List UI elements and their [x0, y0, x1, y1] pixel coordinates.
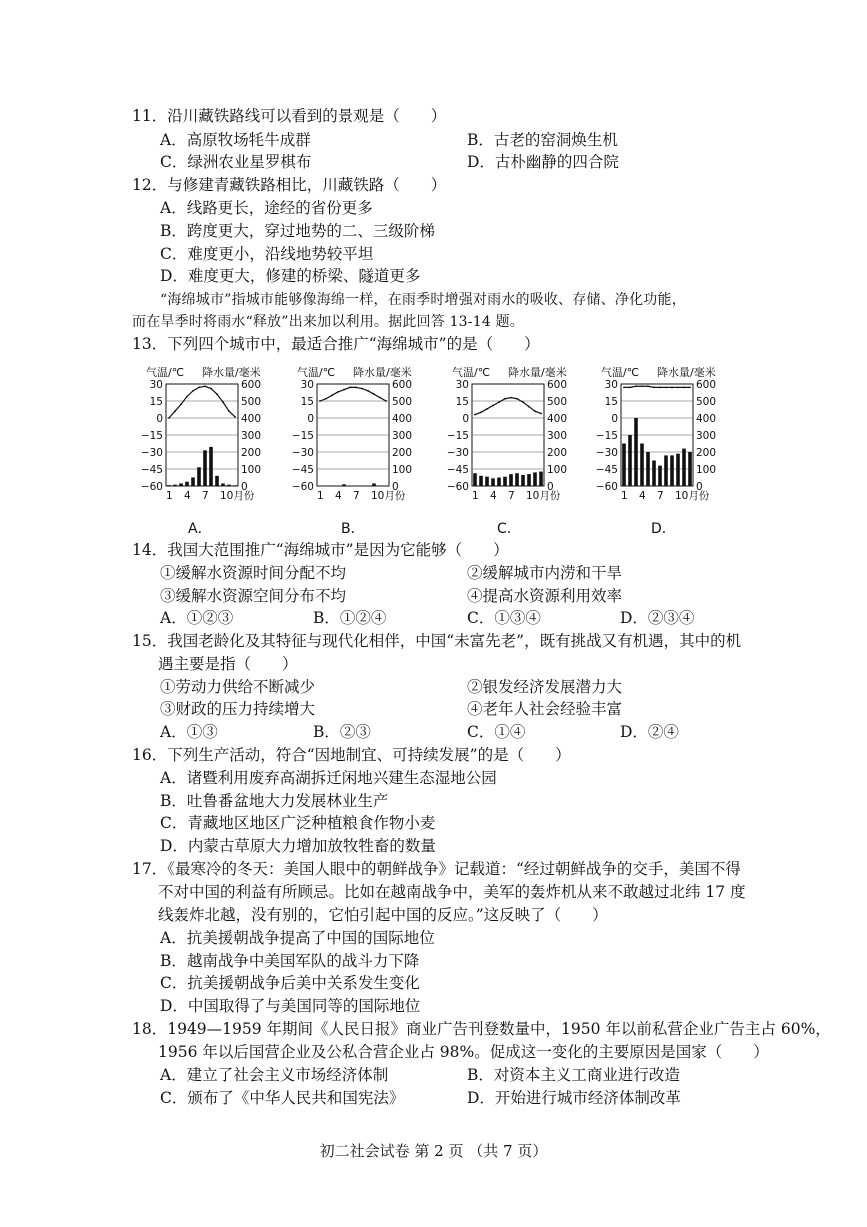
month-tick-label: 1 — [472, 490, 479, 502]
precipitation-bar — [497, 478, 501, 487]
axis-title-precipitation: 降水量/毫米 — [353, 366, 412, 379]
month-tick-label: 7 — [202, 490, 209, 502]
month-tick-label: 10月份 — [220, 490, 255, 502]
precipitation-bar — [378, 485, 382, 486]
q14-option-b: B．①②④ — [313, 609, 387, 627]
q14-stem: 14．我国大范围推广“海绵城市”是因为它能够（ ） — [132, 541, 509, 559]
temperature-point — [516, 398, 518, 400]
month-tick-label: 7 — [657, 490, 664, 502]
temperature-point — [510, 397, 512, 399]
temp-tick-label: −45 — [446, 464, 469, 476]
temperature-point — [480, 411, 482, 413]
temperature-point — [216, 393, 218, 395]
month-tick-label: 4 — [335, 490, 342, 502]
q18-stem-line-1: 18．1949—1959 年期间《人民日报》商业广告刊登数量中，1950 年以前私营企业广告主占 60%， — [132, 1020, 831, 1038]
precip-tick-label: 300 — [547, 430, 568, 442]
month-tick-label: 1 — [166, 490, 173, 502]
precip-tick-label: 100 — [696, 464, 717, 476]
temperature-point — [373, 393, 375, 395]
q15-statement-3: ③财政的压力持续增大 — [160, 700, 316, 718]
passage-line-2: 而在旱季时将雨水“释放”出来加以利用。据此回答 13-14 题。 — [132, 314, 524, 330]
q14-statement-2: ②缓解城市内涝和干旱 — [467, 564, 623, 582]
temp-tick-label: −30 — [291, 447, 314, 459]
temp-tick-label: −60 — [446, 481, 469, 493]
precip-tick-label: 0 — [241, 481, 248, 493]
precip-tick-label: 0 — [392, 481, 399, 493]
temperature-point — [659, 387, 661, 389]
precip-tick-label: 300 — [696, 430, 717, 442]
temp-tick-label: 15 — [455, 396, 469, 408]
precipitation-bar — [221, 483, 225, 486]
q16-option-c: C．青藏地区地区广泛种植粮食作物小麦 — [160, 814, 436, 832]
precipitation-bar — [527, 474, 531, 486]
precip-tick-label: 200 — [392, 447, 413, 459]
precipitation-bar — [658, 466, 662, 486]
q11-option-d: D．古朴幽静的四合院 — [467, 153, 619, 171]
q15-option-c: C．①④ — [467, 723, 526, 741]
precipitation-bar — [533, 472, 537, 486]
precip-tick-label: 600 — [241, 379, 262, 391]
precipitation-bar — [628, 435, 632, 486]
precipitation-bar — [185, 482, 189, 486]
month-tick-label: 7 — [353, 490, 360, 502]
temperature-point — [210, 388, 212, 390]
temperature-point — [331, 394, 333, 396]
temperature-point — [198, 387, 200, 389]
q15-stem-line-2: 遇主要是指（ ） — [158, 655, 298, 673]
temperature-point — [492, 405, 494, 407]
temperature-point — [385, 400, 387, 402]
temperature-point — [486, 408, 488, 410]
temperature-point — [474, 414, 476, 416]
temperature-point — [186, 396, 188, 398]
precipitation-bar — [485, 477, 489, 486]
precipitation-bar — [640, 444, 644, 487]
temperature-point — [319, 400, 321, 402]
q18-option-c: C．颁布了《中华人民共和国宪法》 — [160, 1089, 405, 1107]
precipitation-bar — [179, 483, 183, 486]
axis-title-temperature: 气温/℃ — [601, 366, 640, 379]
q14-statement-4: ④提高水资源利用效率 — [467, 587, 623, 605]
temperature-point — [168, 417, 170, 419]
q12-stem: 12．与修建青藏铁路相比，川藏铁路（ ） — [132, 176, 447, 194]
q13-stem: 13．下列四个城市中，最适合推广“海绵城市”的是（ ） — [132, 335, 540, 353]
climate-chart-c — [446, 366, 616, 516]
precip-tick-label: 200 — [547, 447, 568, 459]
climate-chart-b — [291, 366, 461, 516]
precipitation-bar — [318, 486, 322, 487]
temp-tick-label: −15 — [291, 430, 314, 442]
month-tick-label: 10月份 — [675, 490, 710, 502]
temperature-line — [475, 398, 541, 415]
precip-tick-label: 200 — [241, 447, 262, 459]
precipitation-bar — [330, 485, 334, 486]
temperature-point — [635, 385, 637, 387]
temperature-point — [641, 385, 643, 387]
temperature-line — [320, 387, 386, 401]
precipitation-bar — [366, 486, 370, 487]
q14-option-a: A．①②③ — [160, 609, 234, 627]
temperature-point — [234, 416, 236, 418]
q17-stem-line-1: 17．《最寒冷的冬天：美国人眼中的朝鲜战争》记载道：“经过朝鲜战争的交手，美国不得 — [132, 860, 741, 878]
q15-statement-2: ②银发经济发展潜力大 — [467, 678, 623, 696]
q15-option-a: A．①③ — [160, 723, 218, 741]
temperature-point — [204, 385, 206, 387]
q17-option-c: C．抗美援朝战争后美中关系发生变化 — [160, 974, 420, 992]
temp-tick-label: 0 — [611, 413, 618, 425]
precipitation-bar — [515, 473, 519, 486]
q12-option-a: A．线路更长，途经的省份更多 — [160, 199, 373, 217]
month-tick-label: 4 — [490, 490, 497, 502]
precip-tick-label: 200 — [696, 447, 717, 459]
month-tick-label: 7 — [508, 490, 515, 502]
precipitation-bar — [682, 449, 686, 486]
precipitation-bar — [348, 486, 352, 487]
q17-option-d: D．中国取得了与美国同等的国际地位 — [160, 997, 421, 1015]
q14-option-d: D．②③④ — [620, 609, 695, 627]
temp-tick-label: 0 — [156, 413, 163, 425]
temperature-point — [355, 387, 357, 389]
precip-tick-label: 100 — [547, 464, 568, 476]
climate-chart-d — [595, 366, 765, 516]
precipitation-bar — [336, 485, 340, 486]
month-tick-label: 1 — [621, 490, 628, 502]
precip-tick-label: 0 — [547, 481, 554, 493]
precip-tick-label: 500 — [392, 396, 413, 408]
precipitation-bar — [342, 484, 346, 486]
temperature-point — [522, 401, 524, 403]
temperature-point — [180, 404, 182, 406]
q12-option-c: C．难度更小，沿线地势较平坦 — [160, 245, 374, 263]
temperature-point — [361, 388, 363, 390]
temp-tick-label: 0 — [462, 413, 469, 425]
q15-option-b: B．②③ — [313, 723, 371, 741]
precipitation-bar — [167, 485, 171, 486]
precip-tick-label: 300 — [241, 430, 262, 442]
precip-tick-label: 300 — [392, 430, 413, 442]
chart-label-a: A． — [188, 521, 212, 537]
temperature-point — [349, 387, 351, 389]
precipitation-bar — [173, 485, 177, 486]
axis-title-temperature: 气温/℃ — [297, 366, 336, 379]
q12-option-b: B．跨度更大，穿过地势的二、三级阶梯 — [160, 222, 435, 240]
precipitation-bar — [521, 475, 525, 486]
q12-option-d: D．难度更大，修建的桥梁、隧道更多 — [160, 267, 421, 285]
month-tick-label: 4 — [184, 490, 191, 502]
precip-tick-label: 100 — [392, 464, 413, 476]
q15-statement-1: ①劳动力供给不断减少 — [160, 678, 316, 696]
chart-label-c: C． — [497, 521, 521, 537]
temperature-point — [683, 387, 685, 389]
temperature-line — [169, 386, 235, 418]
temp-tick-label: 15 — [149, 396, 163, 408]
precip-tick-label: 500 — [547, 396, 568, 408]
precipitation-bar — [215, 476, 219, 486]
q17-option-a: A．抗美援朝战争提高了中国的国际地位 — [160, 929, 435, 947]
precipitation-bar — [384, 486, 388, 487]
precipitation-bar — [360, 486, 364, 487]
chart-label-b: B． — [341, 521, 365, 537]
temp-tick-label: 15 — [300, 396, 314, 408]
q15-stem-line-1: 15．我国老龄化及其特征与现代化相伴，中国“未富先老”，既有挑战又有机遇，其中的机 — [132, 632, 742, 650]
temperature-point — [677, 387, 679, 389]
temp-tick-label: 30 — [300, 379, 314, 391]
q17-stem-line-3: 线轰炸北越，没有别的，它怕引起中国的反应。”这反映了（ ） — [158, 906, 608, 924]
temp-tick-label: −30 — [140, 447, 163, 459]
q11-option-b: B．古老的窑洞焕生机 — [467, 131, 618, 149]
temp-tick-label: −45 — [140, 464, 163, 476]
precipitation-bar — [503, 477, 507, 486]
month-tick-label: 10月份 — [371, 490, 406, 502]
precip-tick-label: 400 — [241, 413, 262, 425]
precipitation-bar — [479, 476, 483, 486]
temperature-point — [228, 410, 230, 412]
temperature-point — [504, 398, 506, 400]
q18-option-a: A．建立了社会主义市场经济体制 — [160, 1066, 389, 1084]
temp-tick-label: 15 — [604, 396, 618, 408]
precipitation-bar — [324, 486, 328, 487]
temperature-point — [367, 390, 369, 392]
climate-chart-a — [140, 366, 310, 516]
temp-tick-label: −60 — [140, 481, 163, 493]
precipitation-bar — [688, 452, 692, 486]
precip-tick-label: 400 — [547, 413, 568, 425]
temp-tick-label: −60 — [595, 481, 618, 493]
temperature-point — [671, 387, 673, 389]
temp-tick-label: −30 — [446, 447, 469, 459]
q18-option-d: D．开始进行城市经济体制改革 — [467, 1089, 681, 1107]
temperature-point — [325, 398, 327, 400]
temp-tick-label: −15 — [446, 430, 469, 442]
q16-option-a: A．诸暨利用废弃高湖拆迁闲地兴建生态湿地公园 — [160, 769, 497, 787]
temperature-point — [498, 401, 500, 403]
q14-statement-1: ①缓解水资源时间分配不均 — [160, 564, 347, 582]
temp-tick-label: 30 — [604, 379, 618, 391]
precipitation-bar — [191, 478, 195, 487]
temp-tick-label: −15 — [140, 430, 163, 442]
precipitation-bar — [676, 454, 680, 486]
precip-tick-label: 600 — [696, 379, 717, 391]
precipitation-bar — [646, 452, 650, 486]
precip-tick-label: 500 — [241, 396, 262, 408]
precip-tick-label: 100 — [241, 464, 262, 476]
month-tick-label: 4 — [639, 490, 646, 502]
precipitation-bar — [227, 485, 231, 486]
precipitation-bar — [197, 467, 201, 486]
temperature-point — [337, 391, 339, 393]
q11-option-c: C．绿洲农业星罗棋布 — [160, 153, 312, 171]
temperature-point — [540, 413, 542, 415]
precipitation-bar — [203, 450, 207, 486]
precip-tick-label: 500 — [696, 396, 717, 408]
axis-title-temperature: 气温/℃ — [146, 366, 185, 379]
precip-tick-label: 600 — [392, 379, 413, 391]
temp-tick-label: 30 — [149, 379, 163, 391]
q11-stem: 11．沿川藏铁路线可以看到的景观是（ ） — [132, 107, 447, 125]
temp-tick-label: −45 — [291, 464, 314, 476]
temperature-point — [647, 385, 649, 387]
temp-tick-label: −30 — [595, 447, 618, 459]
temp-tick-label: 0 — [307, 413, 314, 425]
q15-option-d: D．②④ — [620, 723, 679, 741]
temperature-point — [623, 387, 625, 389]
temp-tick-label: −15 — [595, 430, 618, 442]
temperature-point — [528, 406, 530, 408]
precip-tick-label: 400 — [392, 413, 413, 425]
q16-option-d: D．内蒙古草原大力增加放牧牲畜的数量 — [160, 837, 436, 855]
q17-option-b: B．越南战争中美国军队的战斗力下降 — [160, 952, 420, 970]
temperature-point — [192, 390, 194, 392]
temperature-point — [222, 401, 224, 403]
precipitation-bar — [664, 455, 668, 486]
temperature-point — [665, 387, 667, 389]
precipitation-bar — [670, 455, 674, 486]
passage-line-1: “海绵城市”指城市能够像海绵一样，在雨季时增强对雨水的吸收、存储、净化功能， — [160, 292, 686, 308]
axis-title-precipitation: 降水量/毫米 — [508, 366, 567, 379]
page-footer: 初二社会试卷 第 2 页 （共 7 页） — [319, 1142, 548, 1160]
temperature-point — [689, 387, 691, 389]
temperature-line — [624, 386, 690, 387]
q18-option-b: B．对资本主义工商业进行改造 — [467, 1066, 680, 1084]
precipitation-bar — [634, 418, 638, 486]
q17-stem-line-2: 不对中国的利益有所顾忌。比如在越南战争中，美军的轰炸机从来不敢越过北纬 17 度 — [158, 883, 746, 901]
axis-title-temperature: 气温/℃ — [452, 366, 491, 379]
temperature-point — [629, 387, 631, 389]
temp-tick-label: −60 — [291, 481, 314, 493]
q14-statement-3: ③缓解水资源空间分布不均 — [160, 587, 347, 605]
temp-tick-label: −45 — [595, 464, 618, 476]
chart-label-d: D． — [651, 521, 676, 537]
temperature-point — [379, 397, 381, 399]
temperature-point — [534, 410, 536, 412]
precipitation-bar — [354, 486, 358, 487]
q18-stem-line-2: 1956 年以后国营企业及公私合营企业占 98%。促成这一变化的主要原因是国家（ ） — [158, 1043, 769, 1061]
precipitation-bar — [233, 485, 237, 486]
precipitation-bar — [372, 483, 376, 486]
precipitation-bar — [509, 474, 513, 486]
precipitation-bar — [209, 447, 213, 486]
temperature-point — [343, 389, 345, 391]
precip-tick-label: 400 — [696, 413, 717, 425]
temp-tick-label: 30 — [455, 379, 469, 391]
q11-option-a: A．高原牧场牦牛成群 — [160, 131, 311, 149]
temperature-point — [174, 410, 176, 412]
precipitation-bar — [473, 473, 477, 486]
axis-title-precipitation: 降水量/毫米 — [657, 366, 716, 379]
q14-option-c: C．①③④ — [467, 609, 541, 627]
temperature-point — [653, 387, 655, 389]
precipitation-bar — [491, 478, 495, 486]
month-tick-label: 1 — [317, 490, 324, 502]
precip-tick-label: 600 — [547, 379, 568, 391]
precip-tick-label: 0 — [696, 481, 703, 493]
precipitation-bar — [539, 472, 543, 486]
precipitation-bar — [622, 444, 626, 487]
precipitation-bar — [652, 461, 656, 487]
q16-option-b: B．吐鲁番盆地大力发展林业生产 — [160, 792, 389, 810]
q15-statement-4: ④老年人社会经验丰富 — [467, 700, 623, 718]
axis-title-precipitation: 降水量/毫米 — [202, 366, 261, 379]
month-tick-label: 10月份 — [526, 490, 561, 502]
q16-stem: 16．下列生产活动，符合“因地制宜、可持续发展”的是（ ） — [132, 746, 571, 764]
